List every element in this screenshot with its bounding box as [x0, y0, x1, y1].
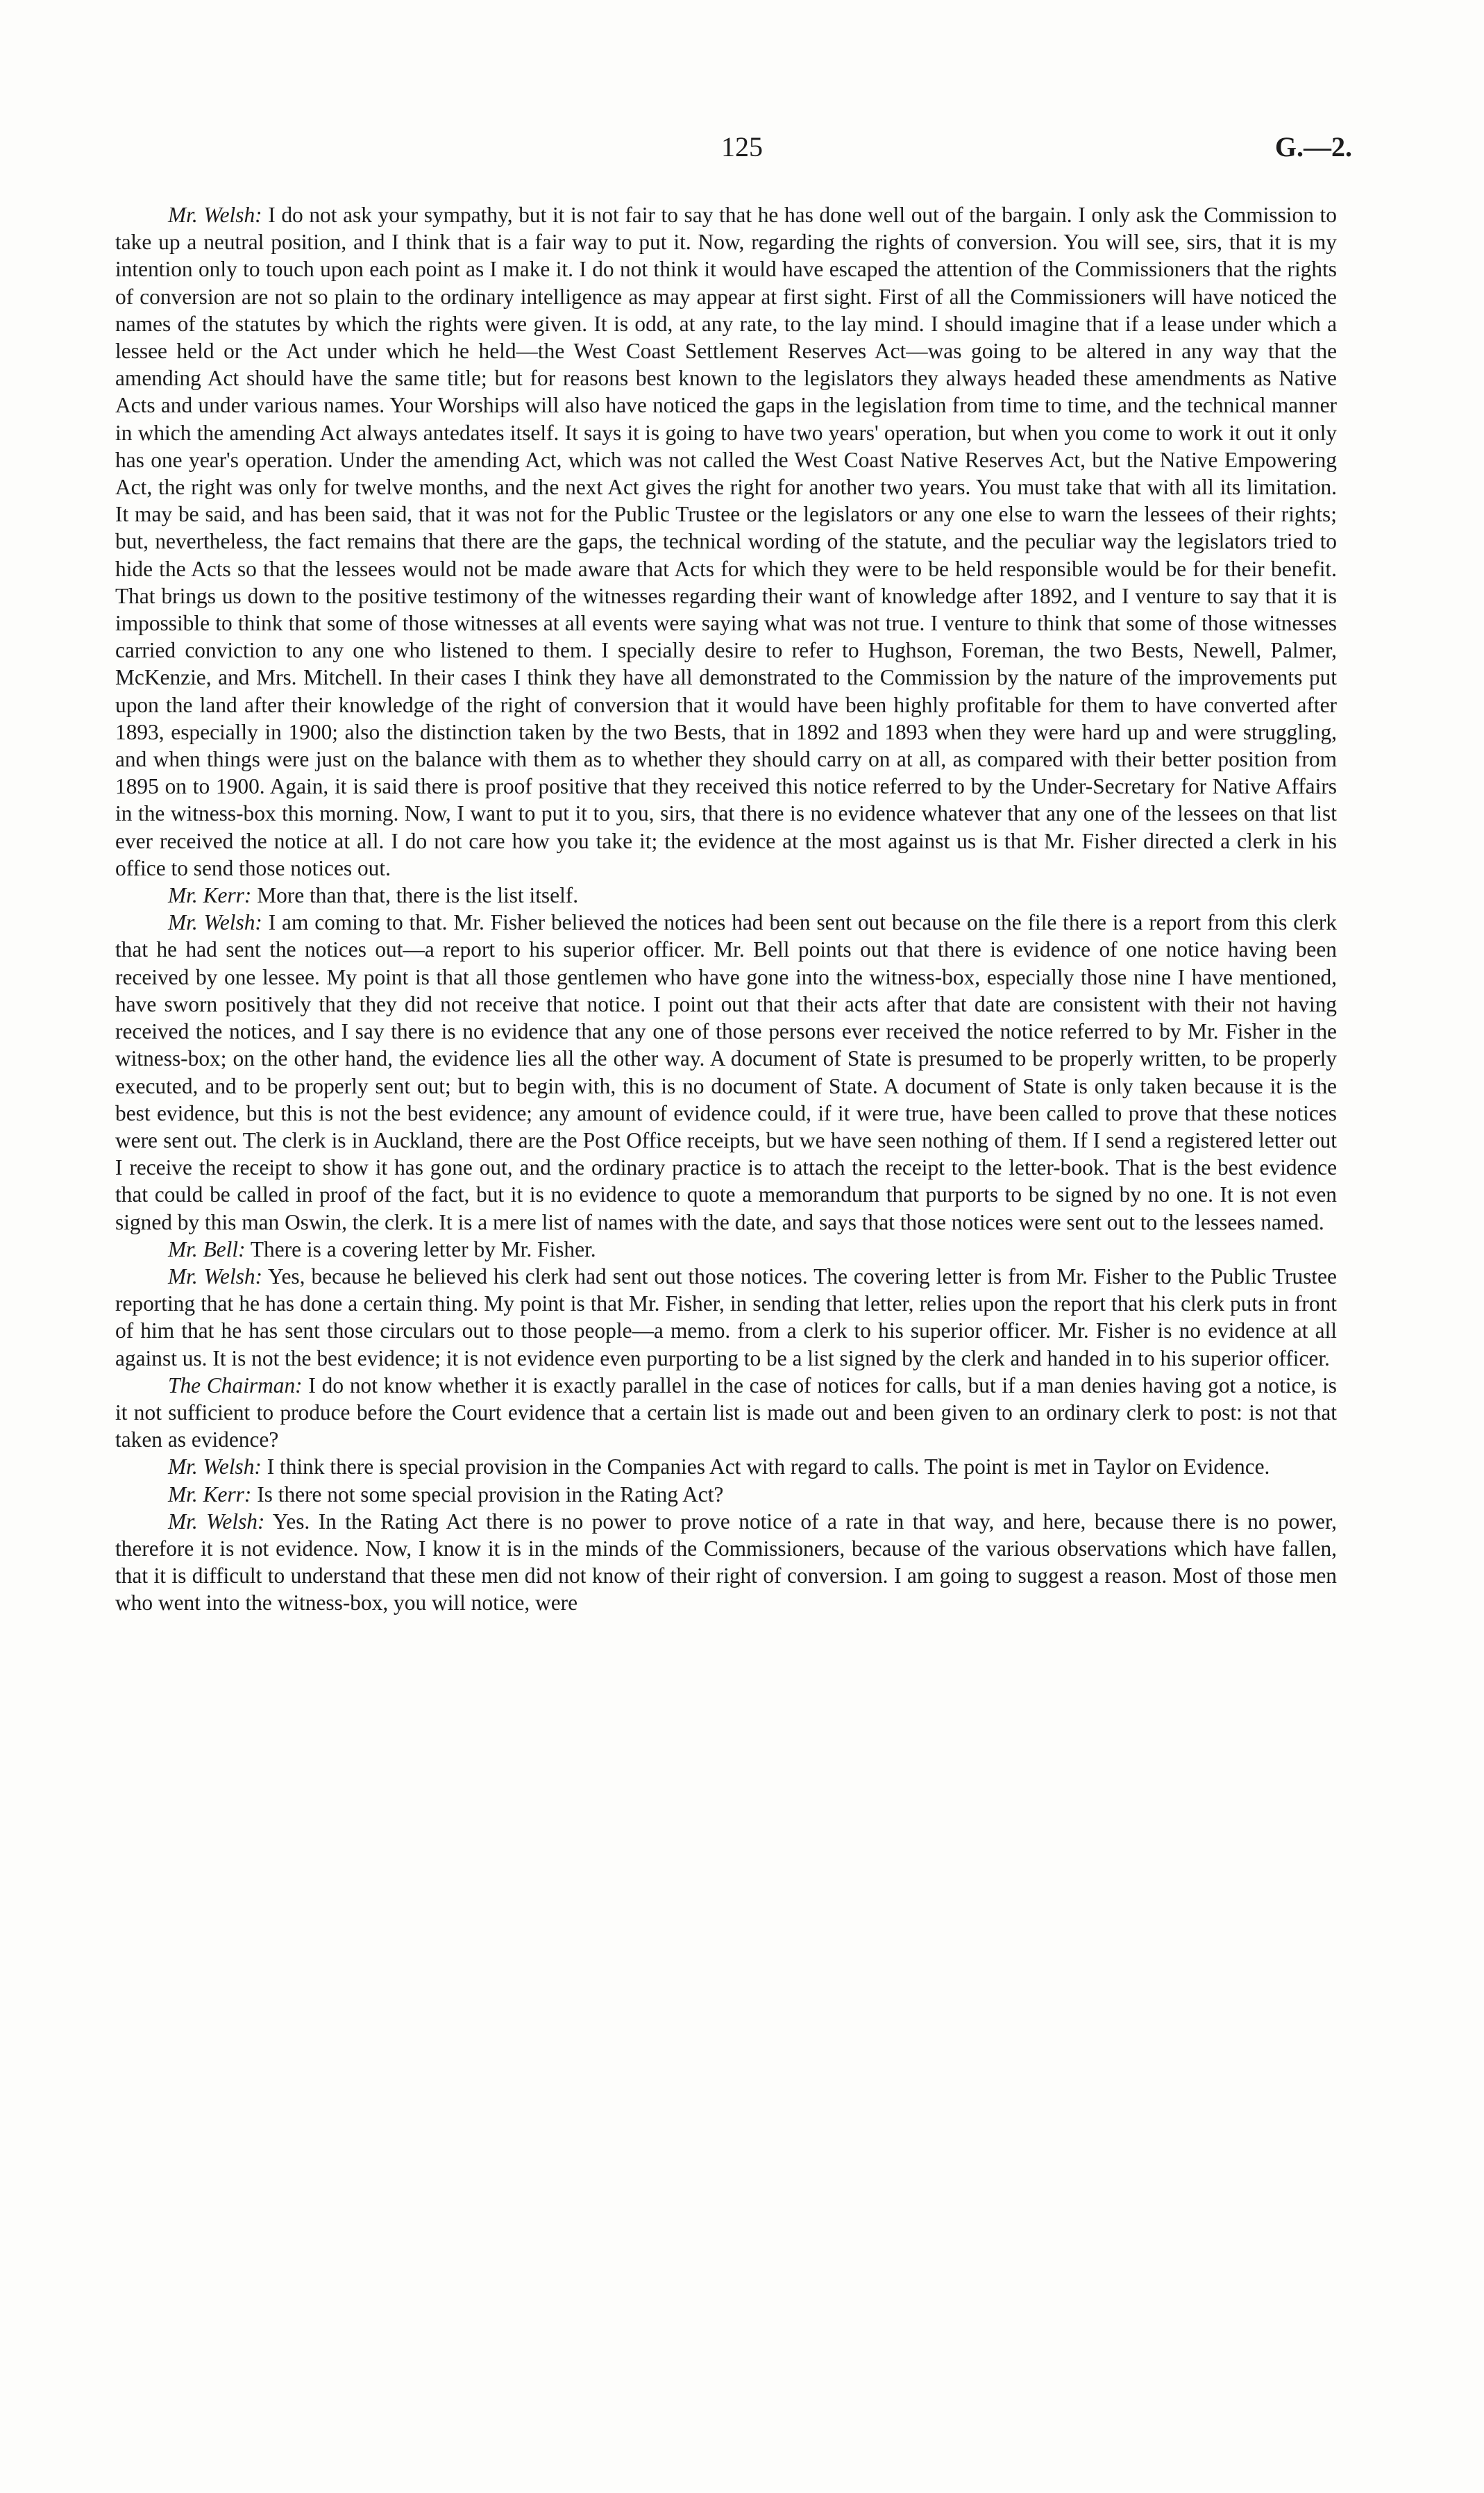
paragraph-text: I am coming to that. Mr. Fisher believed the notices had been sent out because on the file there is a report from this clerk that he had sent the notices out—a report to his superior officer. Mr. Bell points out that there is evidence of one notice having been received by one lessee. My point is that all those gentlemen who have gone into the witness-box, especially those nine I have mentioned, have sworn positively that they did not receive that notice. I point out that their acts after that date are consistent with their not having received the notices, and I say there is no evidence that any one of those persons ever received the notice referred to by Mr. Fisher in the witness-box; on the other hand, the evidence lies all the other way. A document of State is presumed to be properly written, to be properly executed, and to be properly sent out; but to begin with, this is no document of State. A document of State is only taken because it is the best evidence, but this is not the best evidence; any amount of evidence could, if it were true, have been called to prove that these notices were sent out. The clerk is in Auckland, there are the Post Office receipts, but we have seen nothing of them. If I send a registered letter out I receive the receipt to show it has gone out, and the ordinary practice is to attach the receipt to the letter-book. That is the best evidence that could be called in proof of the fact, but it is no evidence to quote a memorandum that purports to be signed by no one. It is not even signed by this man Oswin, the clerk. It is a mere list of names with the date, and says that those notices were sent out to the lessees named. [115, 910, 1337, 1234]
speaker-name: Mr. Welsh: [168, 1509, 265, 1534]
page-header [0, 131, 1484, 172]
speaker-name: Mr. Welsh: [168, 1264, 263, 1289]
speaker-name: Mr. Kerr: [168, 1481, 252, 1506]
paragraph-text: I do not ask your sympathy, but it is not fair to say that he has done well out of the bargain. I only ask the Commission to take up a neutral position, and I think that is a fair way to put it. Now, regarding the rights of conversion. You will see, sirs, that it is my intention only to touch upon each point as I make it. I do not think it would have escaped the attention of the Commissioners that the rights of conversion are not so plain to the ordinary intelligence as may appear at first sight. First of all the Commissioners will have noticed the names of the statutes by which the rights were given. It is odd, at any rate, to the lay mind. I should imagine that if a lease under which a lessee held or the Act under which he held—the West Coast Settlement Reserves Act—was going to be altered in any way that the amending Act should have the same title; but for reasons best known to the legislators they always headed these amendments as Native Acts and under various names. Your Worships will also have noticed the gaps in the legislation from time to time, and the technical manner in which the amending Act always antedates itself. It says it is going to have two years' operation, but when you come to work it out it only has one year's operation. Under the amending Act, which was not called the West Coast Native Reserves Act, but the Native Empowering Act, the right was only for twelve months, and the next Act gives the right for another two years. You must take that with all its limitation. It may be said, and has been said, that it was not for the Public Trustee or the legislators or any one else to warn the lessees of their rights; but, nevertheless, the fact remains that there are the gaps, the technical wording of the statute, and the peculiar way the legislators tried to hide the Acts so that the lessees would not be made aware that Acts for which they were to be held responsible would be for their benefit. That brings us down to the positive testimony of the witnesses regarding their want of knowledge after 1892, and I venture to say that it is impossible to think that some of those witnesses at all events were saying what was not true. I venture to think that some of those witnesses carried conviction to any one who listened to them. I specially desire to refer to Hughson, Foreman, the two Bests, Newell, Palmer, McKenzie, and Mrs. Mitchell. In their cases I think they have all demonstrated to the Commission by the nature of the improvements put upon the land after their knowledge of the right of conversion that it would have been highly profitable for them to have converted after 1893, especially in 1900; also the distinction taken by the two Bests, that in 1892 and 1893 when they were hard up and were struggling, and when things were just on the balance with them as to whether they should carry on at all, as compared with their better position from 1895 on to 1900. Again, it is said there is proof positive that they received this notice referred to by the Under-Secretary for Native Affairs in the witness-box this morning. Now, I want to put it to you, sirs, that there is no evidence whatever that any one of the lessees on that list ever received the notice at all. I do not care how you take it; the evidence at the most against us is that Mr. Fisher directed a clerk in his office to send those notices out. [115, 203, 1337, 880]
paragraph-text: Yes, because he believed his clerk had sent out those notices. The covering letter is from Mr. Fisher to the Public Trustee reporting that he has done a certain thing. My point is that Mr. Fisher, in sending that letter, relies upon the report that his clerk puts in front of him that he has sent those circulars out to those people—a memo. from a clerk to his superior officer. Mr. Fisher is no evidence at all against us. It is not the best evidence; it is not evidence even purporting to be a list signed by the clerk and handed in to his superior officer. [115, 1264, 1337, 1370]
paragraph-text: More than that, there is the list itself. [257, 883, 579, 908]
page-number: 125 [721, 131, 763, 162]
speaker-name: Mr. Bell: [168, 1236, 246, 1261]
paragraph [115, 1236, 1337, 1263]
paragraph [115, 909, 1337, 1235]
paragraph-text: There is a covering letter by Mr. Fisher. [250, 1236, 596, 1261]
paragraph [115, 1372, 1337, 1454]
speaker-name: Mr. Welsh: [168, 1454, 262, 1479]
speaker-name: The Chairman: [168, 1373, 303, 1397]
paragraph-text: Yes. In the Rating Act there is no power to prove notice of a rate in that way, and here, because there is no power, therefore it is not evidence. Now, I know it is in the minds of the Commissioners, because of the various observations which have fallen, that it is difficult to understand that these men did not know of their right of conversion. I am going to suggest a reason. Most of those men who went into the witness-box, you will notice, were [115, 1509, 1338, 1615]
paragraph-text: I think there is special provision in the Companies Act with regard to calls. The point is met in Taylor on Evidence. [267, 1454, 1270, 1479]
paragraph [115, 1453, 1337, 1480]
paragraph [115, 1263, 1337, 1372]
document-code: G.—2. [1274, 131, 1352, 162]
paragraph [115, 201, 1337, 882]
body-text [115, 201, 1337, 1617]
paragraph-text: I do not know whether it is exactly parallel in the case of notices for calls, but if a man denies having got a notice, is it not sufficient to produce before the Court evidence that a certain list is made out and been given to an ordinary clerk to post: is not that taken as evidence? [115, 1373, 1337, 1452]
speaker-name: Mr. Welsh: [168, 203, 262, 227]
speaker-name: Mr. Welsh: [168, 910, 262, 935]
speaker-name: Mr. Kerr: [168, 883, 252, 908]
paragraph-text: Is there not some special provision in the Rating Act? [257, 1481, 724, 1506]
paragraph [115, 882, 1337, 909]
paragraph [115, 1481, 1337, 1508]
paragraph [115, 1508, 1337, 1617]
